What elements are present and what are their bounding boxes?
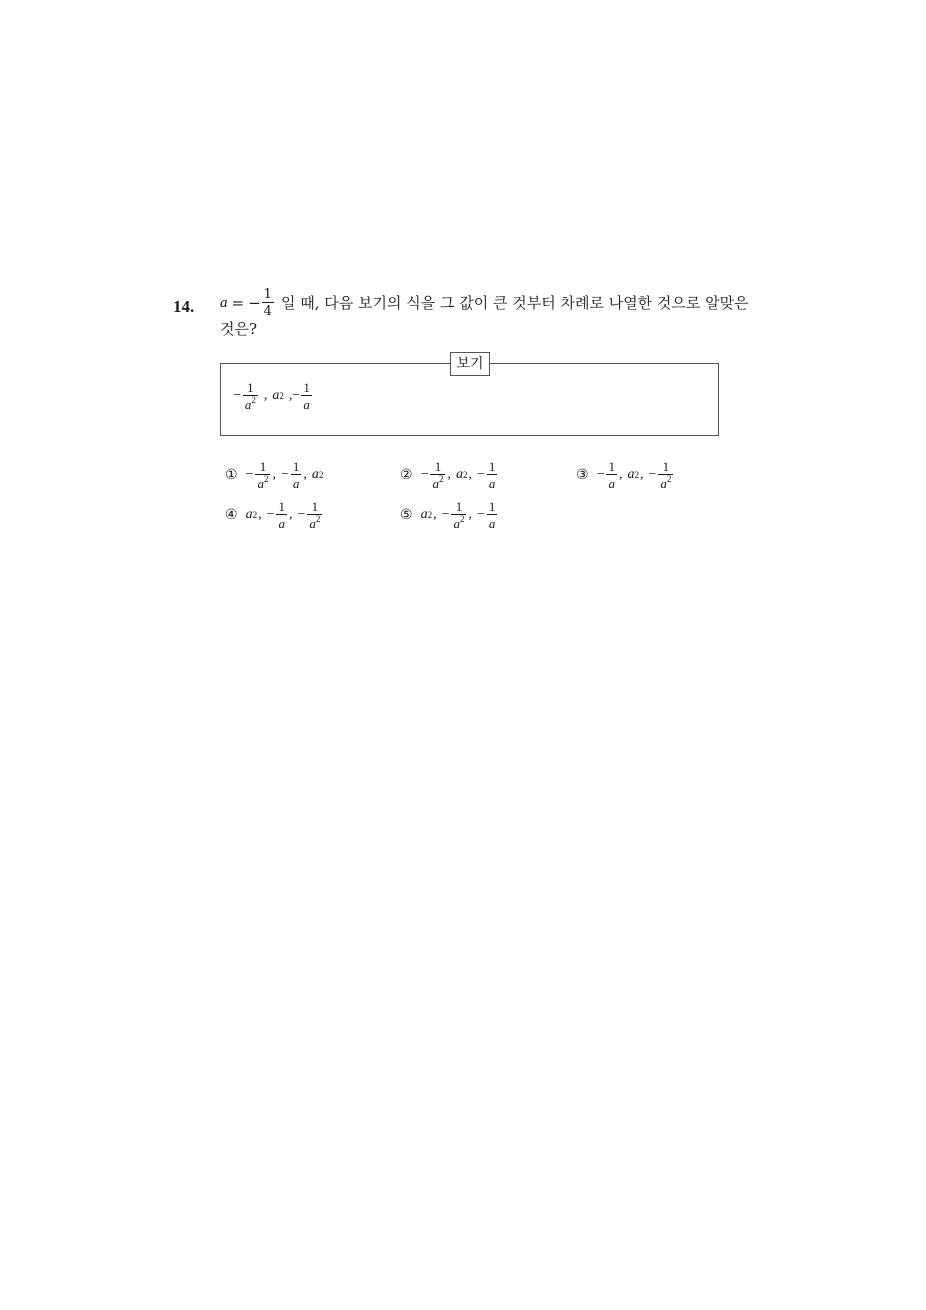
fraction: $\frac{1}{a^2}$	[432, 459, 444, 491]
choice-2[interactable]: ② − $\frac{1}{a^2}$ , a 2 , − $\frac{1}{a}$	[400, 459, 496, 491]
fraction: $\frac{1}{a}$	[292, 459, 300, 491]
fraction: $\frac{1}{a^2}$	[453, 499, 465, 531]
fraction: $\frac{1}{a}$	[278, 499, 285, 531]
fraction: $\frac{1}{a}$	[488, 459, 496, 491]
fraction: $\frac{1}{a^2}$	[244, 380, 256, 412]
fraction: $\frac{1}{a}$	[608, 459, 615, 491]
question-text-line1: 일 때, 다음 보기의 식을 그 값이 큰 것부터 차례로 나열한 것으로 알맞은	[280, 293, 749, 312]
fraction-one-quarter: $\frac{1}{4}$	[263, 287, 272, 319]
question-text-line2: 것은?	[220, 320, 258, 338]
fraction: $\frac{1}{a}$	[303, 380, 310, 412]
example-box-content: − $\frac{1}{a^2}$ , a 2 ,− $\frac{1}{a}$	[233, 380, 310, 412]
example-box-title: 보기	[450, 352, 490, 376]
equals-sign: =	[231, 293, 245, 312]
choice-4[interactable]: ④ a 2 , − $\frac{1}{a}$ , − $\frac{1}{a^2}$	[225, 499, 321, 531]
fraction: $\frac{1}{a}$	[488, 499, 496, 531]
fraction: $\frac{1}{a^2}$	[257, 459, 269, 491]
variable-a: a	[220, 294, 228, 311]
choice-1[interactable]: ① − $\frac{1}{a^2}$ , − $\frac{1}{a}$ , a 2	[225, 459, 324, 491]
choice-5[interactable]: ⑤ a 2 , − $\frac{1}{a^2}$ , − $\frac{1}{a}$	[400, 499, 496, 531]
minus-sign: −	[248, 293, 261, 312]
choice-3[interactable]: ③ − $\frac{1}{a}$ , a 2 , − $\frac{1}{a^2}$	[576, 459, 672, 491]
fraction: $\frac{1}{a^2}$	[660, 459, 672, 491]
question-stem	[220, 288, 760, 337]
fraction: $\frac{1}{a^2}$	[309, 499, 321, 531]
question-number: 14.	[173, 297, 195, 316]
